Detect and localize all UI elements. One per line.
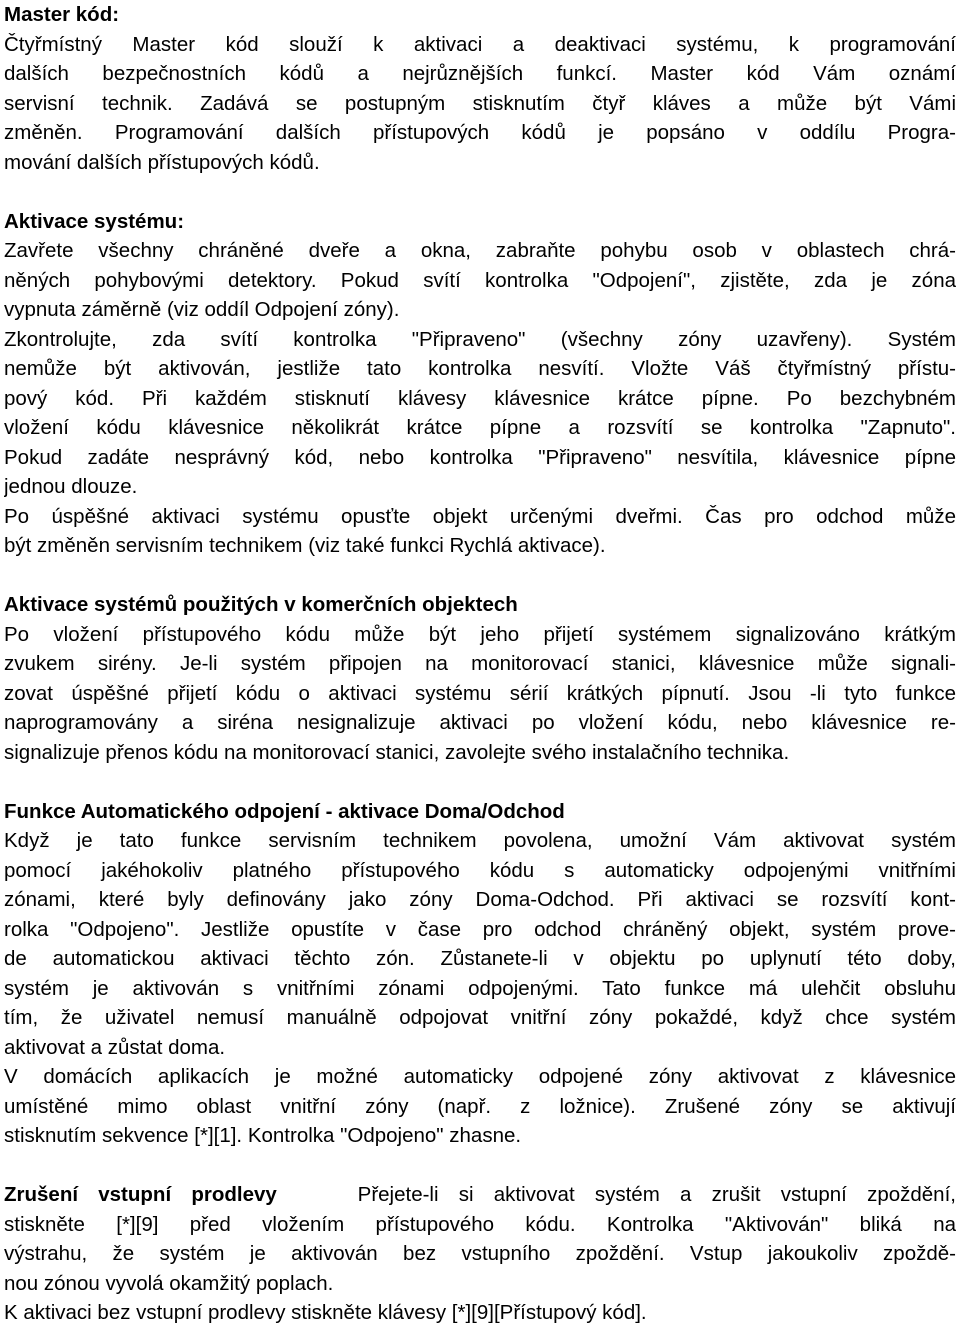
section-heading-automaticke-odpojeni: Funkce Automatického odpojení - aktivace Doma/Odchod (4, 799, 565, 823)
paragraph-line-with-inline-heading (4, 1180, 956, 1210)
paragraph-line: změněn. Programování dalších přístupových kódů je popsáno v oddílu Progra- (4, 121, 956, 144)
paragraph-line: K aktivaci bez vstupní prodlevy stiskněte klávesy [*][9][Přístupový kód]. (4, 1301, 647, 1324)
section-heading-zruseni-prodlevy: Zrušení vstupní prodlevy (4, 1183, 277, 1206)
paragraph-line: nemůže být aktivován, jestliže tato kontrolka nesvítí. Vložte Váš čtyřmístný přístu- (4, 357, 956, 380)
paragraph-line: zovat úspěšné přijetí kódu o aktivaci systému sérií krátkých pípnutí. Jsou -li tyto funkce (4, 681, 956, 705)
paragraph-line: pový kód. Při každém stisknutí klávesy klávesnice krátce pípne. Po bezchybném (4, 386, 956, 410)
paragraph-line: de automatickou aktivaci těchto zón. Zůstanete-li v objektu po uplynutí této doby, (4, 947, 956, 970)
paragraph-line: výstrahu, že systém je aktivován bez vstupního zpoždění. Vstup jakoukoliv zpoždě- (4, 1242, 956, 1265)
paragraph-line: být změněn servisním technikem (viz také funkci Rychlá aktivace). (4, 534, 606, 557)
paragraph-line: Pokud zadáte nesprávný kód, nebo kontrolka "Připraveno" nesvítila, klávesnice pípne (4, 445, 956, 469)
paragraph-line: mování dalších přístupových kódů. (4, 150, 320, 174)
paragraph-line: Zkontrolujte, zda svítí kontrolka "Připraveno" (všechny zóny uzavřeny). Systém (4, 327, 956, 351)
section-gap (4, 561, 956, 591)
paragraph-line: dalších bezpečnostních kódů a nejrůznějších funkcí. Master kód Vám oznámí (4, 62, 956, 85)
section-heading-komercni-objekty: Aktivace systémů použitých v komerčních objektech (4, 593, 518, 616)
paragraph-line: Čtyřmístný Master kód slouží k aktivaci a deaktivaci systému, k programování (4, 32, 956, 56)
paragraph-line: signalizuje přenos kódu na monitorovací stanici, zavolejte svého instalačního technika. (4, 740, 790, 764)
paragraph-line: zvukem sirény. Je-li systém připojen na monitorovací stanici, klávesnice může signali- (4, 652, 956, 675)
document-page (4, 0, 956, 1328)
section-heading-aktivace-systemu: Aktivace systému: (4, 209, 185, 233)
paragraph-line: V domácích aplikacích je možné automaticky odpojené zóny aktivovat z klávesnice (4, 1065, 956, 1088)
paragraph-line: pomocí jakéhokoliv platného přístupového kódu s automaticky odpojenými vnitřními (4, 858, 956, 882)
paragraph-line: stiskněte [*][9] před vložením přístupového kódu. Kontrolka "Aktivován" bliká na (4, 1212, 956, 1236)
section-gap (4, 767, 956, 797)
paragraph-text: Přejete-li si aktivovat systém a zrušit vstupní zpoždění, (357, 1183, 956, 1206)
paragraph-line: Po úspěšné aktivaci systému opusťte objekt určenými dveřmi. Čas pro odchod může (4, 504, 956, 528)
paragraph-line: Zavřete všechny chráněné dveře a okna, zabraňte pohybu osob v oblastech chrá- (4, 239, 956, 262)
section-heading-master-kod: Master kód: (4, 3, 120, 26)
paragraph-line: aktivovat a zůstat doma. (4, 1035, 226, 1059)
paragraph-line: umístěné mimo oblast vnitřní zóny (např. z ložnice). Zrušené zóny se aktivují (4, 1094, 956, 1118)
paragraph-line: naprogramovány a siréna nesignalizuje aktivaci po vložení kódu, nebo klávesnice re- (4, 711, 956, 734)
paragraph-line: nou zónou vyvolá okamžitý poplach. (4, 1271, 334, 1295)
paragraph-line: vložení kódu klávesnice několikrát krátce pípne a rozsvítí se kontrolka "Zapnuto". (4, 416, 956, 439)
paragraph-line: Když je tato funkce servisním technikem povolena, umožní Vám aktivovat systém (4, 829, 956, 852)
paragraph-line: systém je aktivován s vnitřními zónami odpojenými. Tato funkce má ulehčit obsluhu (4, 976, 956, 1000)
paragraph-line: Po vložení přístupového kódu může být jeho přijetí systémem signalizováno krátkým (4, 622, 956, 646)
paragraph-line: vypnuta záměrně (viz oddíl Odpojení zóny). (4, 298, 400, 321)
section-gap (4, 1151, 956, 1181)
paragraph-line: jednou dlouze. (4, 475, 138, 498)
section-gap (4, 177, 956, 207)
paragraph-line: servisní technik. Zadává se postupným stisknutím čtyř kláves a může být Vámi (4, 91, 956, 115)
paragraph-line: rolka "Odpojeno". Jestliže opustíte v čase pro odchod chráněný objekt, systém prove- (4, 917, 956, 941)
paragraph-line: zónami, které byly definovány jako zóny Doma-Odchod. Při aktivaci se rozsvítí kont- (4, 888, 956, 911)
paragraph-line: stisknutím sekvence [*][1]. Kontrolka "Odpojeno" zhasne. (4, 1124, 522, 1147)
paragraph-line: něných pohybovými detektory. Pokud svítí kontrolka "Odpojení", zjistěte, zda je zóna (4, 268, 956, 292)
paragraph-line: tím, že uživatel nemusí manuálně odpojovat vnitřní zóny pokaždé, když chce systém (4, 1006, 956, 1029)
